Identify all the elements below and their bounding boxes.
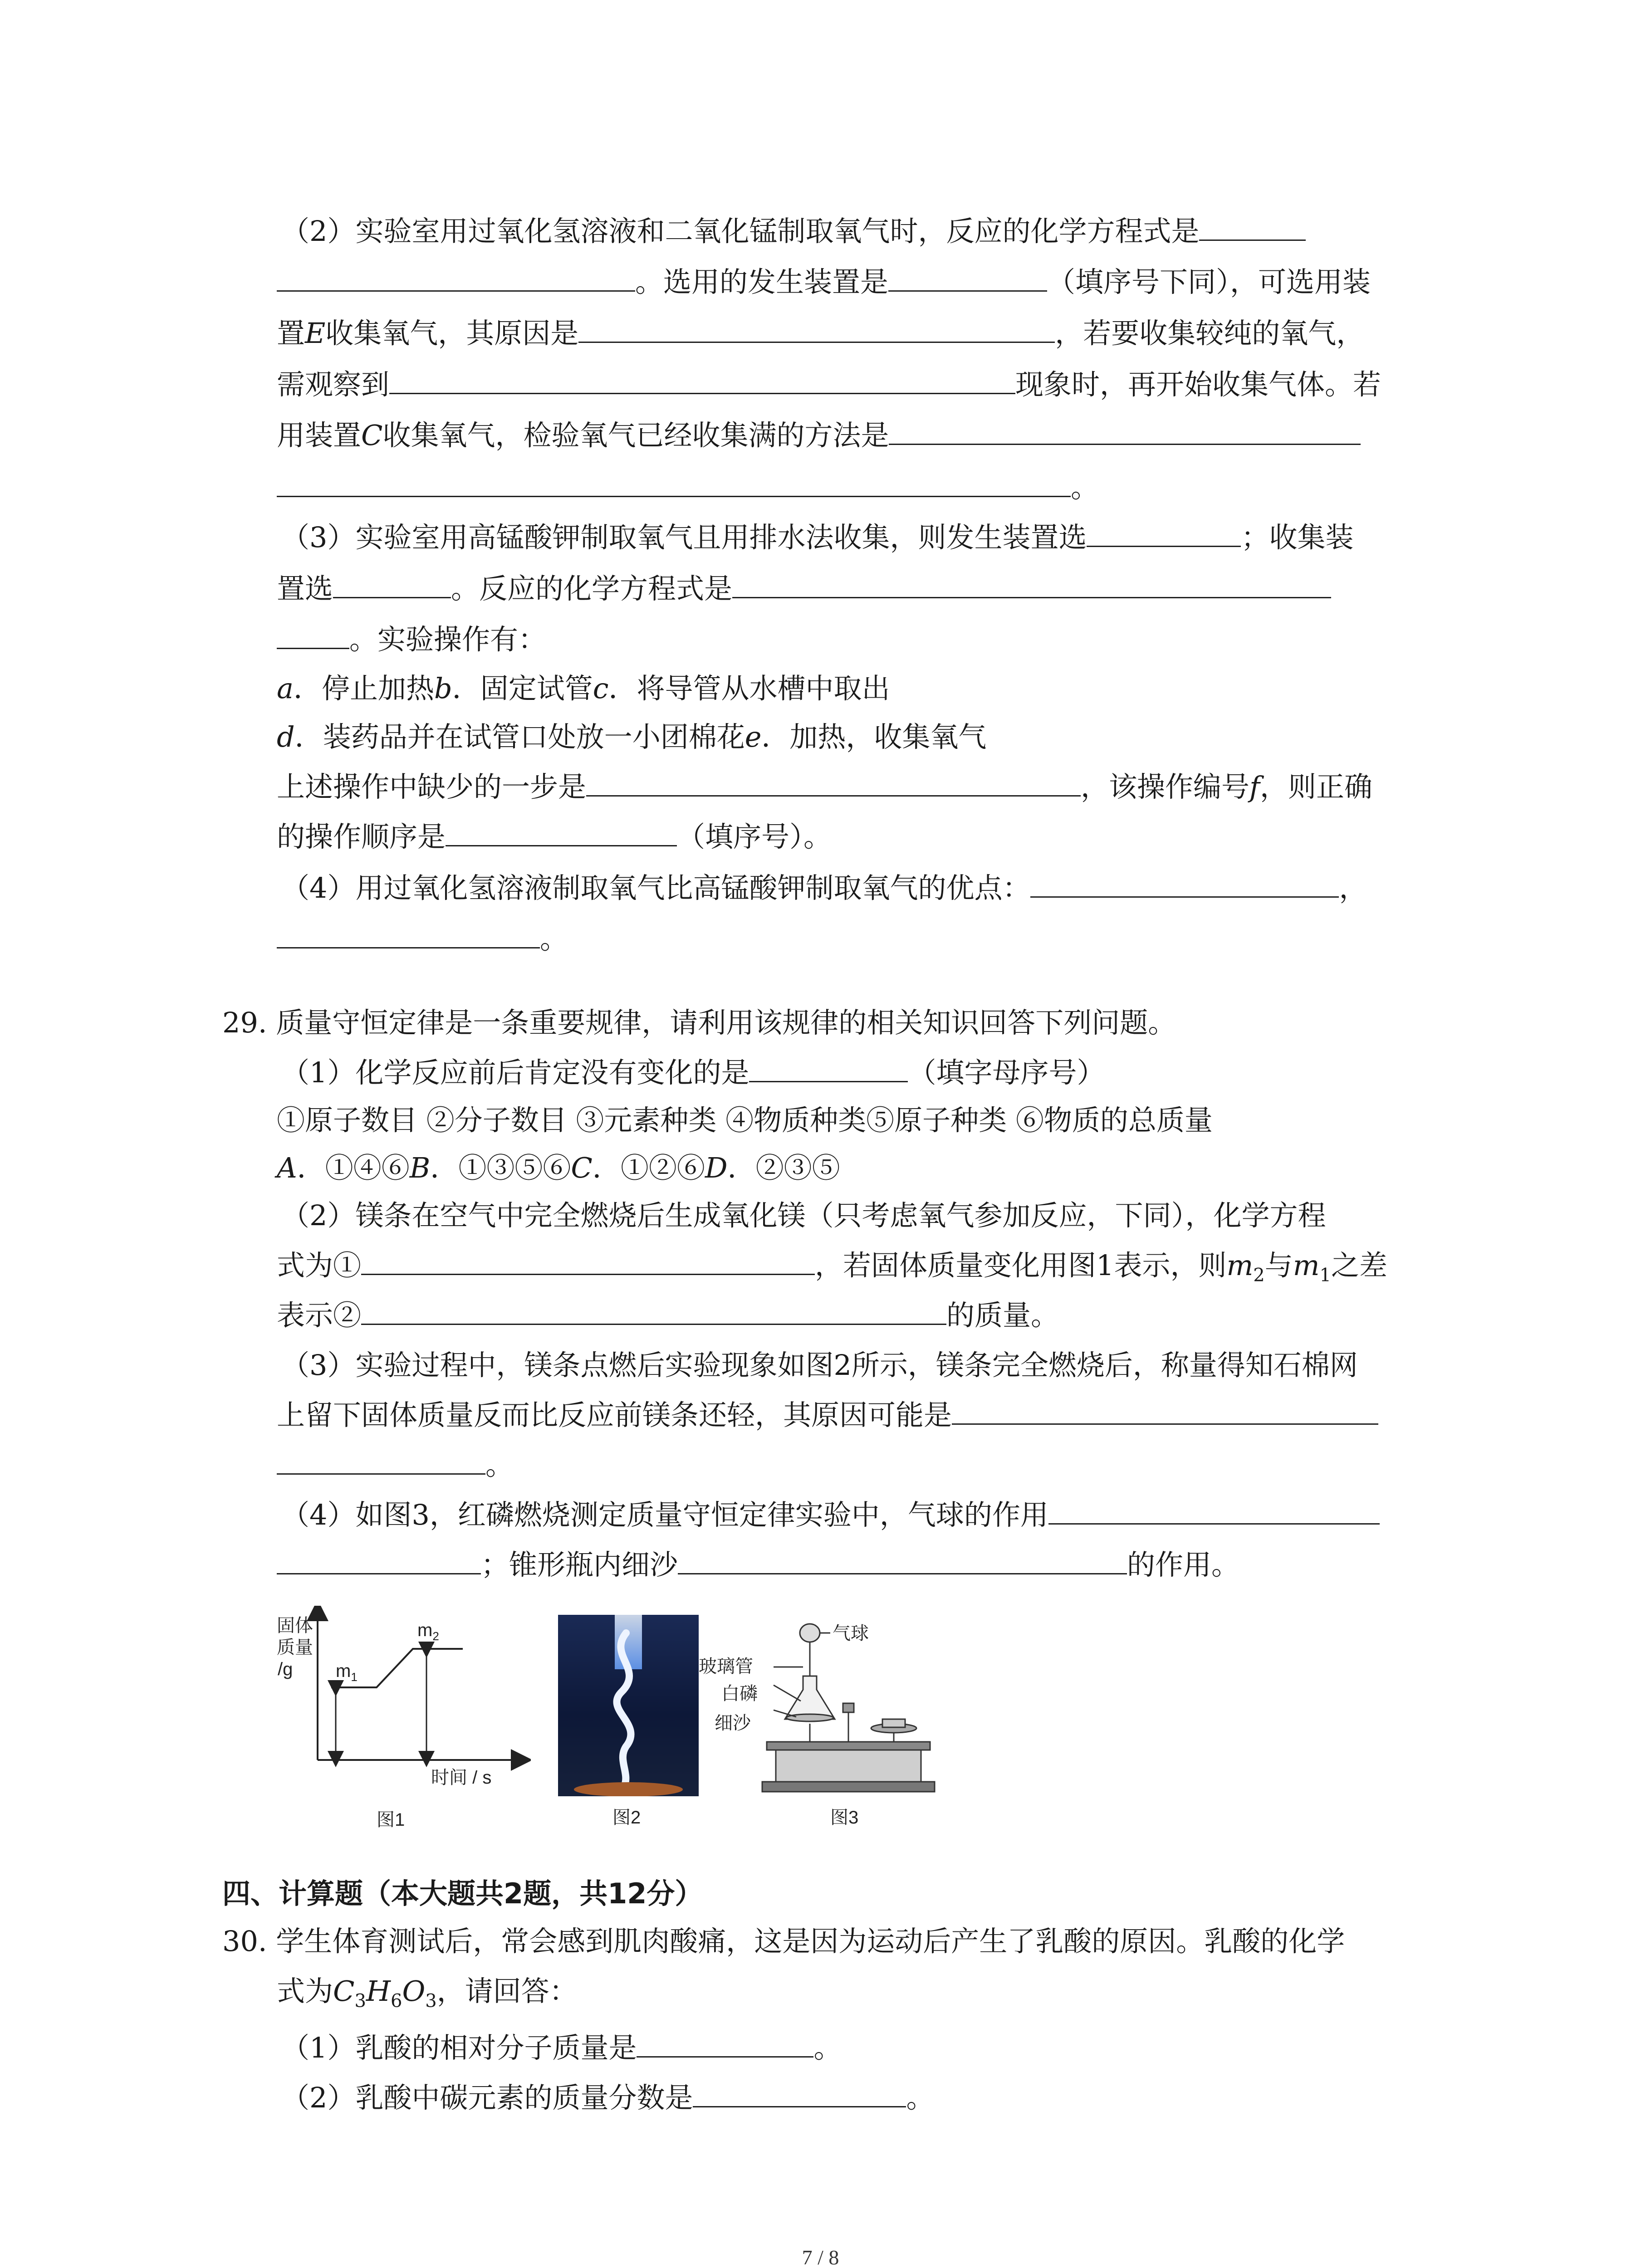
q29-p4-line2: ；锥形瓶内细沙 的作用。 [277,1547,1239,1583]
answer-blank[interactable] [277,1547,481,1574]
q28-p3-line2: 置选 。反应的化学方程式是 [277,571,1331,607]
answer-blank[interactable] [678,1547,1127,1574]
q28-p2-line6: 。 [277,469,1099,506]
q28-p3-ops2: d．装药品并在试管口处放一小团棉花e．加热，收集氧气 [277,720,987,753]
answer-blank[interactable] [952,1397,1378,1425]
answer-blank[interactable] [277,621,349,649]
fig1-caption: 图1 [377,1810,405,1830]
q28-p3-line1: （3）实验室用高锰酸钾制取氧气且用排水法收集，则发生装置选 ；收集装 [281,519,1353,556]
q28-p3-line3: 。实验操作有： [277,621,546,658]
answer-blank[interactable] [1030,870,1339,898]
answer-blank[interactable] [361,1297,946,1325]
answer-blank[interactable] [586,769,1081,797]
q28-p4-line1: （4）用过氧化氢溶液制取氧气比高锰酸钾制取氧气的优点： ， [281,870,1367,906]
answer-blank[interactable] [1087,519,1241,547]
answer-blank[interactable] [693,2080,906,2107]
answer-blank[interactable] [333,571,451,598]
answer-blank[interactable] [1048,1497,1380,1525]
fig2-photo [558,1615,699,1796]
answer-blank[interactable] [277,469,1071,497]
q28-p2-line5: 用装置C收集氧气，检验氧气已经收集满的方法是 [277,417,1361,454]
fig3-caption: 图3 [830,1808,859,1828]
answer-blank[interactable] [749,1055,908,1082]
q29-p4-line1: （4）如图3，红磷燃烧测定质量守恒定律实验中，气球的作用 [281,1497,1380,1533]
fig2-caption: 图2 [612,1808,641,1828]
figure-3: 气球 玻璃管 白磷 细沙 图3 [699,1622,953,1835]
q29-p2-line2: 式为① ，若固体质量变化用图1表示，则$m_2$与$m_1$之差 [277,1247,1387,1293]
q29-p3-line2: 上留下固体质量反而比反应前镁条还轻，其原因可能是 [277,1397,1378,1433]
answer-blank[interactable] [578,315,1055,343]
figure-2 [558,1615,708,1833]
answer-blank[interactable] [277,264,635,292]
section-4-title: 四、计算题（本大题共2题，共12分） [222,1877,703,1910]
q30-line2: 式为$C_3H_6O_3$，请回答： [277,1975,578,2012]
q28-p3-line7: 的操作顺序是 （填序号）。 [277,819,832,855]
q29-p2-line3: 表示② 的质量。 [277,1297,1059,1334]
answer-blank[interactable] [277,921,540,948]
q29-p2-line1: （2）镁条在空气中完全燃烧后生成氧化镁（只考虑氧气参加反应，下同），化学方程 [281,1199,1326,1232]
q28-p4-line2: 。 [277,921,568,957]
q29-p1-line1: （1）化学反应前后肯定没有变化的是 （填字母序号） [281,1055,1105,1091]
q30-p2: （2）乳酸中碳元素的质量分数是 。 [281,2080,934,2116]
q28-p2-line3: 置E收集氧气，其原因是 ，若要收集较纯的氧气， [277,315,1364,352]
answer-blank[interactable] [732,571,1331,598]
q29-p3-line3: 。 [277,1447,514,1483]
answer-blank[interactable] [389,367,1015,394]
answer-blank[interactable] [446,819,677,846]
answer-blank[interactable] [1199,213,1306,241]
answer-blank[interactable] [888,264,1047,292]
q29-p1-items: ①原子数目 ②分子数目 ③元素种类 ④物质种类⑤原子种类 ⑥物质的总质量 [277,1104,1213,1137]
q28-p3-line6: 上述操作中缺少的一步是 ，该操作编号f，则正确 [277,769,1372,805]
figure-1: 固体 质量 /g $m_1$ $m_2$ 时间 / s 图1 [268,1606,531,1833]
answer-blank[interactable] [889,417,1361,445]
page-number: 7 / 8 [802,2246,839,2268]
q29-title: 29. 质量守恒定律是一条重要规律，请利用该规律的相关知识回答下列问题。 [222,1006,1176,1039]
q28-p2-line2: 。选用的发生装置是 （填序号下同），可选用装 [277,264,1371,300]
answer-blank[interactable] [361,1247,815,1275]
q30-p1: （1）乳酸的相对分子质量是 。 [281,2030,842,2066]
q28-p3-ops1: a．停止加热b．固定试管c．将导管从水槽中取出 [277,672,890,705]
answer-blank[interactable] [637,2030,813,2058]
q29-p1-options: A．①④⑥B．①③⑤⑥C．①②⑥D．②③⑤ [277,1151,840,1184]
answer-blank[interactable] [277,1447,485,1475]
q29-p3-line1: （3）实验过程中，镁条点燃后实验现象如图2所示，镁条完全燃烧后，称量得知石棉网 [281,1349,1358,1382]
q28-p2-line1: （2）实验室用过氧化氢溶液和二氧化锰制取氧气时，反应的化学方程式是 [281,213,1306,249]
q28-p2-line4: 需观察到 现象时，再开始收集气体。若 [277,367,1381,403]
q30-line1: 30. 学生体育测试后，常会感到肌肉酸痛，这是因为运动后产生了乳酸的原因。乳酸的化学 [222,1925,1345,1958]
